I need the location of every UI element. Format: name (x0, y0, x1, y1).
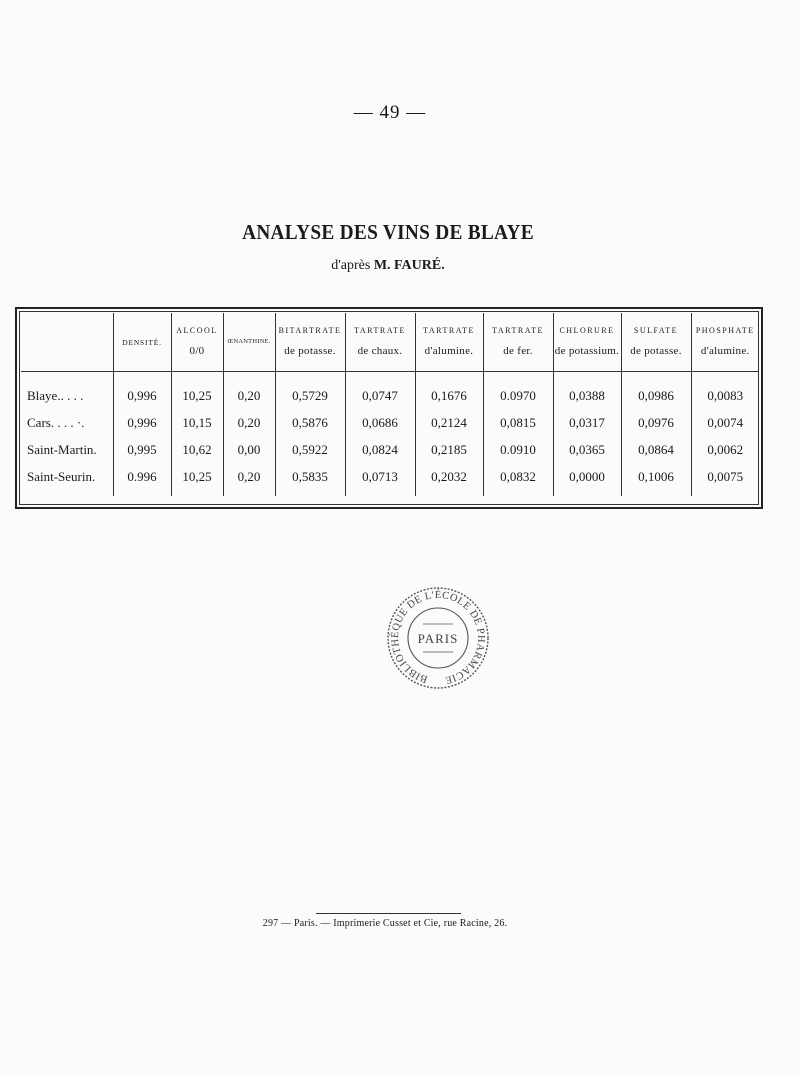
cell-sulfate: 0,0986 (621, 372, 691, 410)
cell-tartrate-chaux: 0,0686 (345, 409, 415, 436)
cell-tartrate-chaux: 0,0713 (345, 463, 415, 496)
cell-sulfate: 0,1006 (621, 463, 691, 496)
col-header-chlorure: CHLORURE de potassium. (553, 313, 621, 372)
cell-oenanthine: 0,20 (223, 372, 275, 410)
col-header-tartrate-alumine: TARTRATE d'alumine. (415, 313, 483, 372)
col-header-oenanthine: ŒNANTHINE. (223, 313, 275, 372)
library-stamp (383, 586, 493, 691)
cell-oenanthine: 0,00 (223, 436, 275, 463)
row-label: Cars. . . . ·. (27, 414, 85, 430)
cell-oenanthine: 0,20 (223, 463, 275, 496)
table-header-row (21, 313, 759, 372)
page-title: ANALYSE DES VINS DE BLAYE (242, 220, 534, 244)
cell-bitartrate: 0,5835 (275, 463, 345, 496)
cell-alcool: 10,25 (171, 372, 223, 410)
cell-bitartrate: 0,5922 (275, 436, 345, 463)
stamp-center-text: PARIS (417, 631, 459, 646)
row-label: Saint-Seurin. (27, 468, 96, 484)
cell-bitartrate: 0,5729 (275, 372, 345, 410)
cell-phosphate: 0,0075 (691, 463, 759, 496)
table-row (21, 409, 759, 436)
cell-tartrate-alumine: 0,2124 (415, 409, 483, 436)
col-header-tartrate-chaux: TARTRATE de chaux. (345, 313, 415, 372)
cell-tartrate-alumine: 0,2185 (415, 436, 483, 463)
col-header-bitartrate: BITARTRATE de potasse. (275, 313, 345, 372)
col-header-label (21, 313, 113, 372)
cell-alcool: 10,25 (171, 463, 223, 496)
cell-chlorure: 0,0000 (553, 463, 621, 496)
cell-tartrate-fer: 0.0970 (483, 372, 553, 410)
cell-chlorure: 0,0388 (553, 372, 621, 410)
cell-sulfate: 0,0976 (621, 409, 691, 436)
cell-tartrate-alumine: 0,1676 (415, 372, 483, 410)
printer-footer: 297 — Paris. — Imprimerie Cusset et Cie, rue Racine, 26. (262, 918, 508, 929)
cell-bitartrate: 0,5876 (275, 409, 345, 436)
table-row (21, 372, 759, 410)
table-row (21, 436, 759, 463)
row-label: Blaye.. . . . (27, 387, 84, 403)
col-header-sulfate: SULFATE de potasse. (621, 313, 691, 372)
cell-tartrate-fer: 0.0910 (483, 436, 553, 463)
col-header-alcool: ALCOOL 0/0 (171, 313, 223, 372)
stamp-ring-text: BIBLIOTHÈQUE DE L'ÉCOLE DE PHARMACIE (389, 589, 487, 686)
cell-tartrate-fer: 0,0815 (483, 409, 553, 436)
cell-tartrate-chaux: 0,0747 (345, 372, 415, 410)
cell-alcool: 10,15 (171, 409, 223, 436)
cell-densite: 0,995 (113, 436, 171, 463)
col-header-densite: DENSITÉ. (113, 313, 171, 372)
cell-chlorure: 0,0365 (553, 436, 621, 463)
page-number: — 49 — (353, 102, 427, 123)
col-header-tartrate-fer: TARTRATE de fer. (483, 313, 553, 372)
cell-densite: 0.996 (113, 463, 171, 496)
col-header-phosphate: PHOSPHATE d'alumine. (691, 313, 759, 372)
row-label: Saint-Martin. (27, 441, 97, 457)
cell-sulfate: 0,0864 (621, 436, 691, 463)
subtitle-author: M. FAURÉ. (373, 258, 445, 273)
cell-oenanthine: 0,20 (223, 409, 275, 436)
cell-alcool: 10,62 (171, 436, 223, 463)
analysis-table (21, 313, 759, 496)
cell-tartrate-chaux: 0,0824 (345, 436, 415, 463)
cell-phosphate: 0,0083 (691, 372, 759, 410)
cell-densite: 0,996 (113, 409, 171, 436)
cell-tartrate-fer: 0,0832 (483, 463, 553, 496)
footer-rule (316, 913, 461, 914)
cell-phosphate: 0,0062 (691, 436, 759, 463)
cell-phosphate: 0,0074 (691, 409, 759, 436)
cell-tartrate-alumine: 0,2032 (415, 463, 483, 496)
page-subtitle (0, 258, 776, 274)
table-row (21, 463, 759, 496)
subtitle-prefix: d'après (331, 258, 371, 273)
cell-densite: 0,996 (113, 372, 171, 410)
cell-chlorure: 0,0317 (553, 409, 621, 436)
analysis-table-frame (15, 307, 763, 509)
